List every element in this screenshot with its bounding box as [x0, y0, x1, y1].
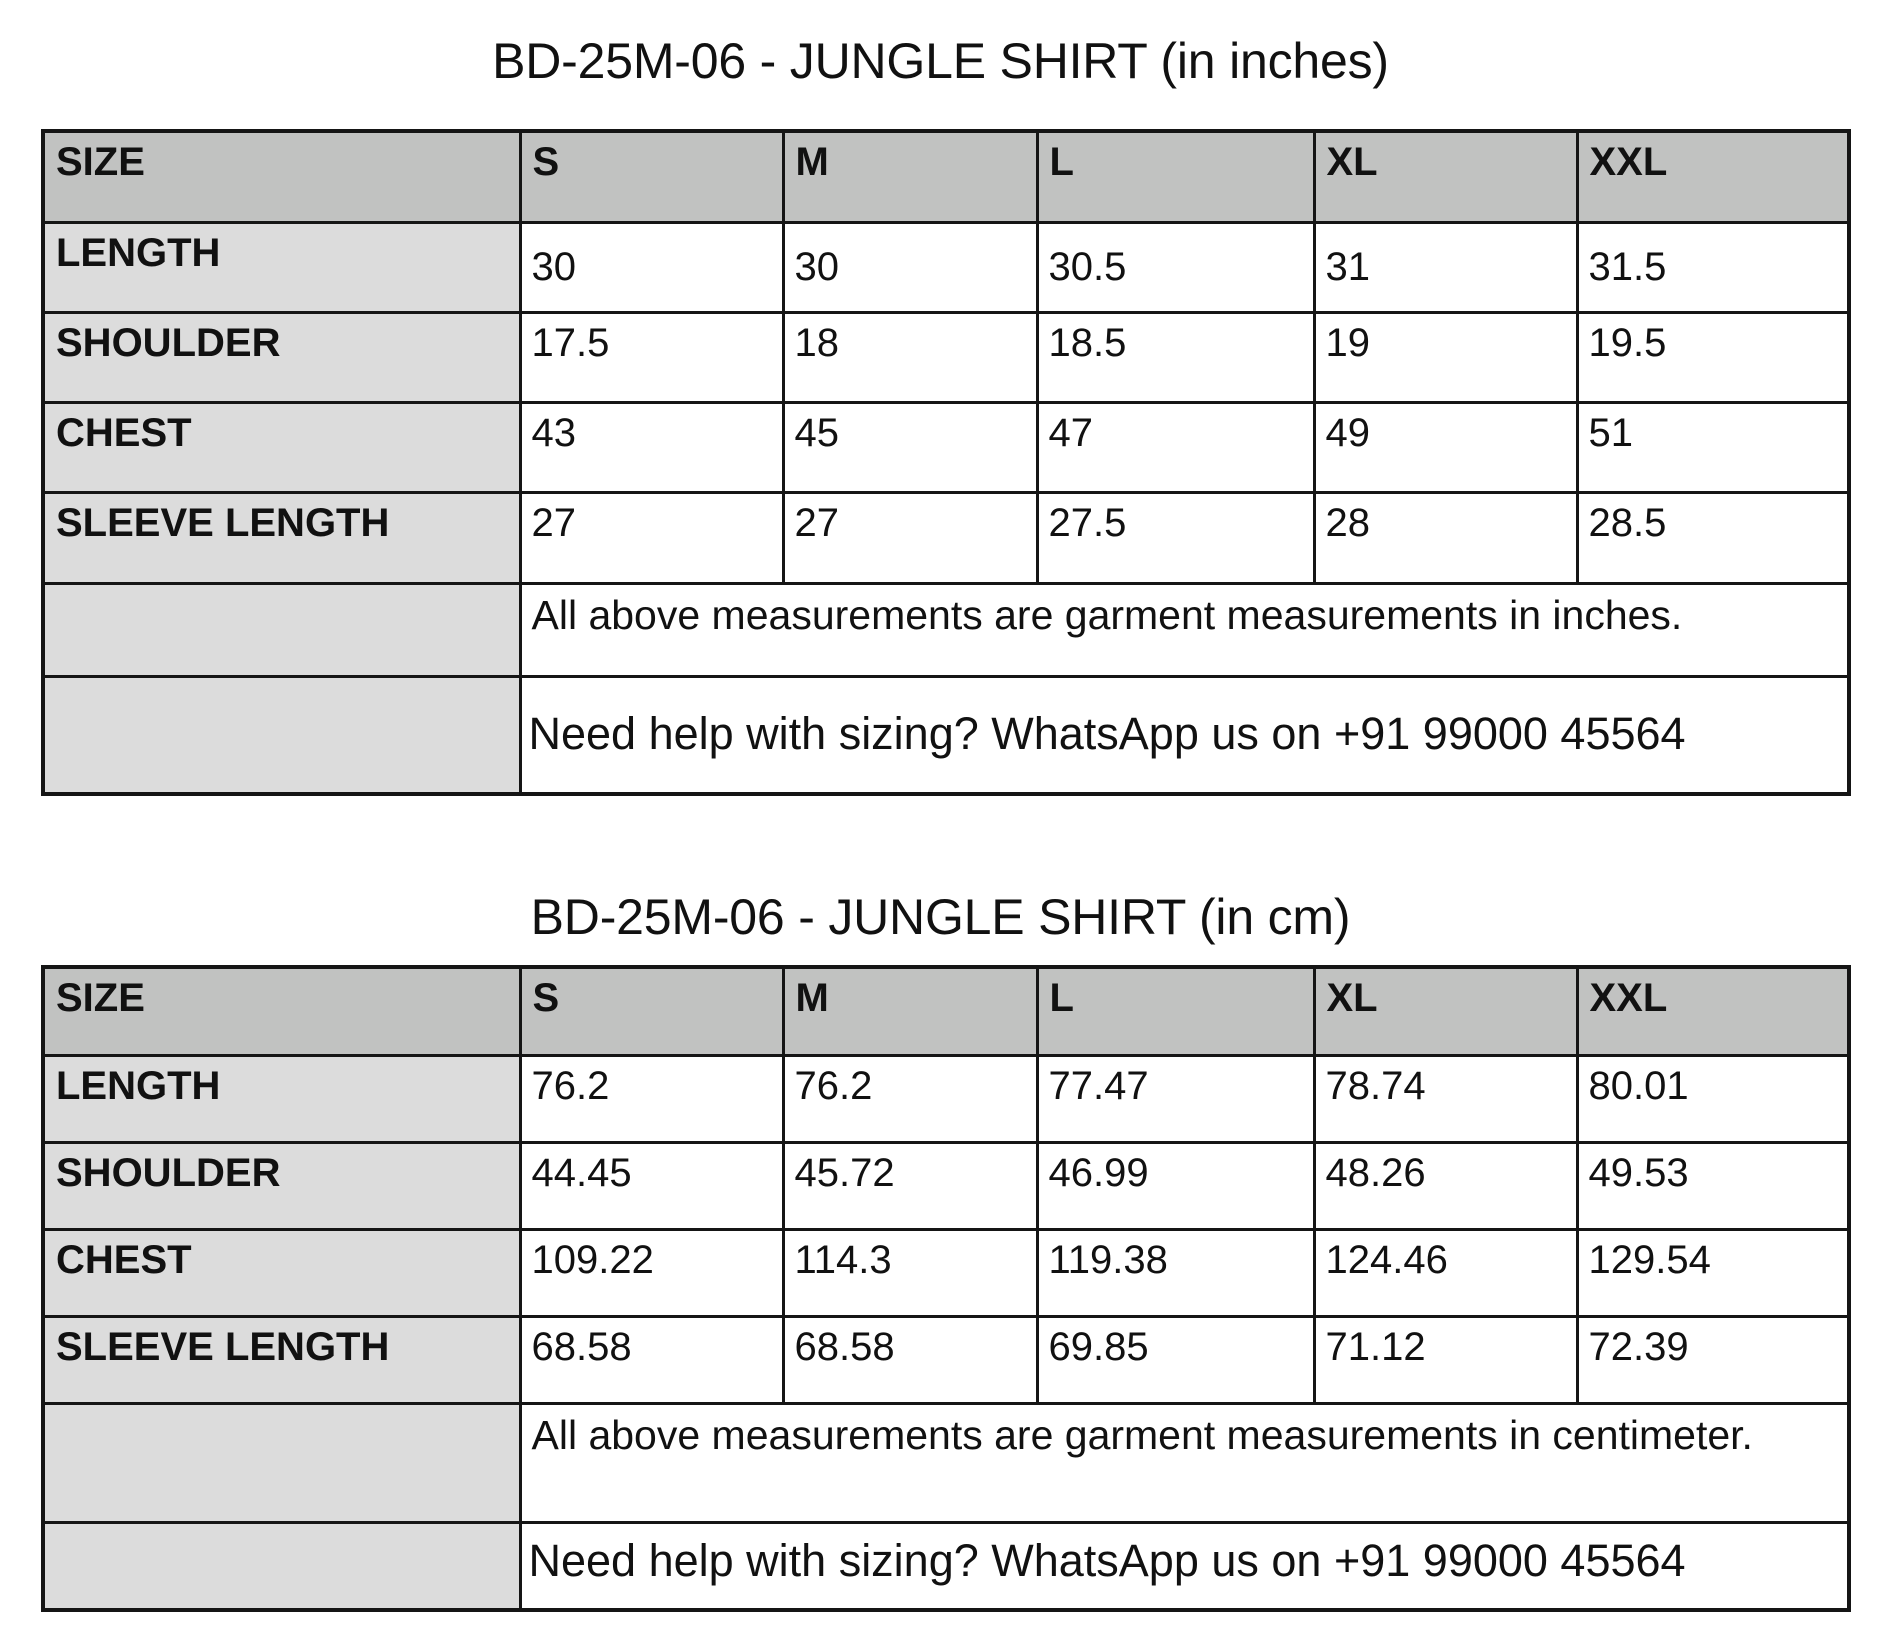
table-cell: 27: [783, 492, 1037, 583]
whatsapp-help-text: Need help with sizing? WhatsApp us on +91 99000 45564: [520, 1522, 1849, 1610]
row-label: SLEEVE LENGTH: [43, 1316, 520, 1403]
header-row: [43, 967, 1849, 1055]
blank-label-cell: [43, 583, 520, 676]
header-cell: XL: [1314, 131, 1577, 222]
row-label: SHOULDER: [43, 312, 520, 402]
table-cell: 78.74: [1314, 1055, 1577, 1142]
table-cell: 124.46: [1314, 1229, 1577, 1316]
table-row: [43, 1229, 1849, 1316]
table-cell: 68.58: [520, 1316, 783, 1403]
table-cell: 31.5: [1577, 222, 1849, 312]
table-cell: 30.5: [1037, 222, 1314, 312]
note-row: [43, 1403, 1849, 1522]
header-cell: M: [783, 967, 1037, 1055]
table-cell: 19: [1314, 312, 1577, 402]
header-cell: SIZE: [43, 131, 520, 222]
table-cell: 76.2: [783, 1055, 1037, 1142]
table-cell: 45.72: [783, 1142, 1037, 1229]
header-row: [43, 131, 1849, 222]
table-cell: 30: [520, 222, 783, 312]
row-label: CHEST: [43, 402, 520, 492]
table-cell: 44.45: [520, 1142, 783, 1229]
table-row: [43, 1055, 1849, 1142]
row-label: LENGTH: [43, 222, 520, 312]
table-title-inches: BD-25M-06 - JUNGLE SHIRT (in inches): [492, 33, 1389, 89]
row-label: LENGTH: [43, 1055, 520, 1142]
table-cell: 69.85: [1037, 1316, 1314, 1403]
table-row: [43, 222, 1849, 312]
table-cell: 49: [1314, 402, 1577, 492]
table-cell: 46.99: [1037, 1142, 1314, 1229]
table-cell: 114.3: [783, 1229, 1037, 1316]
table-cell: 18.5: [1037, 312, 1314, 402]
measurement-note: All above measurements are garment measurements in centimeter.: [520, 1403, 1849, 1522]
table-cell: 30: [783, 222, 1037, 312]
table-row: [43, 1142, 1849, 1229]
header-cell: XL: [1314, 967, 1577, 1055]
row-label: CHEST: [43, 1229, 520, 1316]
table-cell: 109.22: [520, 1229, 783, 1316]
table-cell: 76.2: [520, 1055, 783, 1142]
table-cell: 71.12: [1314, 1316, 1577, 1403]
table-cell: 28: [1314, 492, 1577, 583]
table-cell: 28.5: [1577, 492, 1849, 583]
table-cell: 49.53: [1577, 1142, 1849, 1229]
table-cell: 68.58: [783, 1316, 1037, 1403]
blank-label-cell: [43, 1403, 520, 1522]
table-row: [43, 312, 1849, 402]
header-cell: S: [520, 131, 783, 222]
header-cell: XXL: [1577, 967, 1849, 1055]
size-table-cm: [41, 965, 1851, 1612]
table-row: [43, 1316, 1849, 1403]
table-cell: 48.26: [1314, 1142, 1577, 1229]
row-label: SHOULDER: [43, 1142, 520, 1229]
table-cell: 27: [520, 492, 783, 583]
table-cell: 19.5: [1577, 312, 1849, 402]
table-cell: 80.01: [1577, 1055, 1849, 1142]
row-label: SLEEVE LENGTH: [43, 492, 520, 583]
help-row: [43, 676, 1849, 794]
blank-label-cell: [43, 676, 520, 794]
whatsapp-help-text: Need help with sizing? WhatsApp us on +91 99000 45564: [520, 676, 1849, 794]
table-cell: 45: [783, 402, 1037, 492]
note-row: [43, 583, 1849, 676]
table-cell: 31: [1314, 222, 1577, 312]
header-cell: M: [783, 131, 1037, 222]
blank-label-cell: [43, 1522, 520, 1610]
table-row: [43, 492, 1849, 583]
table-cell: 51: [1577, 402, 1849, 492]
table-cell: 43: [520, 402, 783, 492]
measurement-note: All above measurements are garment measurements in inches.: [520, 583, 1849, 676]
table-cell: 77.47: [1037, 1055, 1314, 1142]
table-row: [43, 402, 1849, 492]
table-cell: 47: [1037, 402, 1314, 492]
table-cell: 18: [783, 312, 1037, 402]
table-cell: 119.38: [1037, 1229, 1314, 1316]
table-cell: 72.39: [1577, 1316, 1849, 1403]
size-table-inches: [41, 129, 1851, 796]
help-row: [43, 1522, 1849, 1610]
header-cell: XXL: [1577, 131, 1849, 222]
table-cell: 27.5: [1037, 492, 1314, 583]
header-cell: L: [1037, 967, 1314, 1055]
header-cell: S: [520, 967, 783, 1055]
header-cell: SIZE: [43, 967, 520, 1055]
table-cell: 129.54: [1577, 1229, 1849, 1316]
table-title-cm: BD-25M-06 - JUNGLE SHIRT (in cm): [530, 889, 1351, 945]
header-cell: L: [1037, 131, 1314, 222]
table-cell: 17.5: [520, 312, 783, 402]
